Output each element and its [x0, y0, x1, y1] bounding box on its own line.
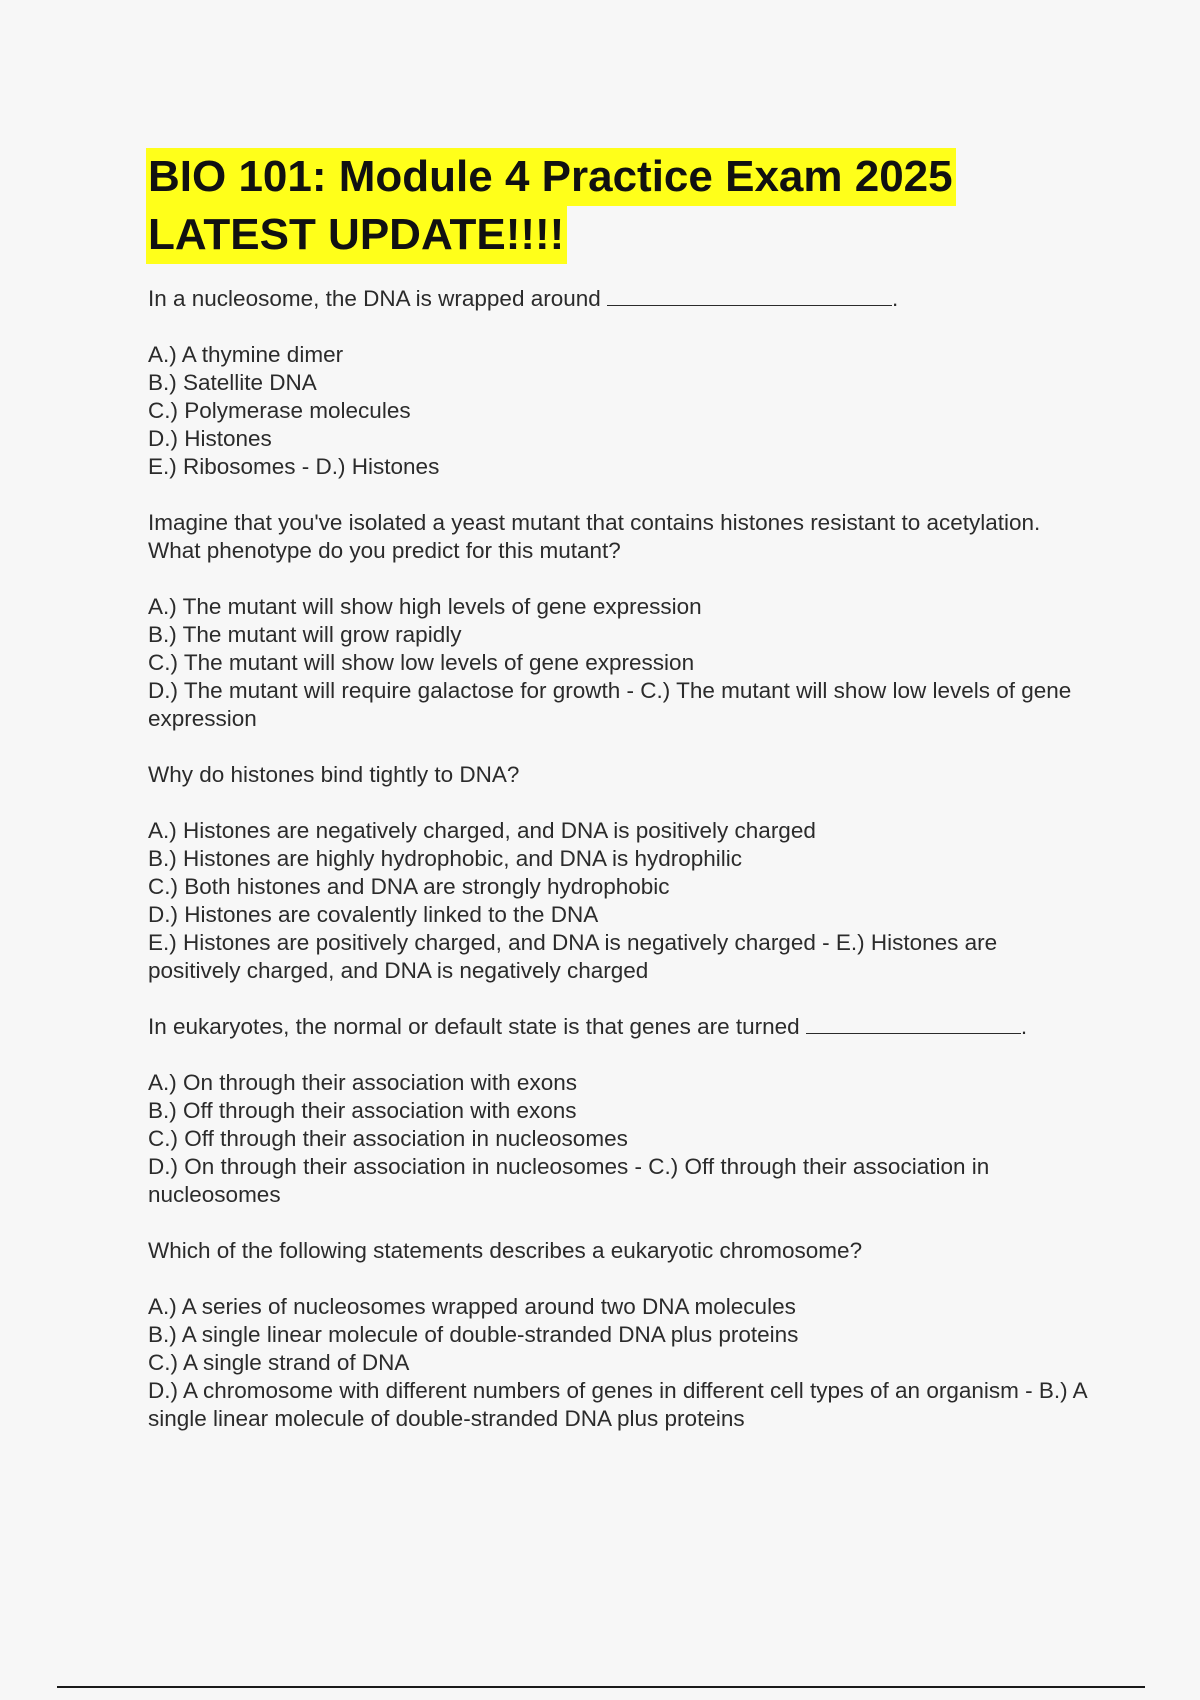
option-item: A.) A thymine dimer — [148, 342, 344, 367]
option-item: B.) The mutant will grow rapidly — [148, 622, 462, 647]
question-period: . — [1020, 1014, 1028, 1039]
answer-blank — [806, 1013, 1021, 1034]
option-item: D.) Histones — [148, 426, 272, 451]
option-item: C.) Both histones and DNA are strongly hydrophobic — [148, 874, 670, 899]
question-1-prompt — [148, 285, 1093, 313]
page-bottom-divider — [57, 1686, 1145, 1688]
question-4-options — [148, 1069, 1093, 1209]
option-item: B.) Histones are highly hydrophobic, and DNA is hydrophilic — [148, 846, 743, 871]
title-line-1: BIO 101: Module 4 Practice Exam 2025 — [146, 148, 956, 206]
question-4-prompt — [148, 1013, 1093, 1041]
answer-blank — [607, 285, 892, 306]
question-2-options — [148, 593, 1093, 733]
question-list — [148, 285, 1093, 1461]
question-3-prompt: Why do histones bind tightly to DNA? — [148, 762, 520, 787]
document-title — [146, 148, 1046, 264]
option-item: C.) Off through their association in nucleosomes — [148, 1126, 628, 1151]
option-item: C.) Polymerase molecules — [148, 398, 411, 423]
title-line-2: LATEST UPDATE!!!! — [146, 206, 567, 264]
option-item: C.) The mutant will show low levels of gene expression — [148, 650, 695, 675]
option-item: E.) Ribosomes - D.) Histones — [148, 454, 440, 479]
option-item: A.) A series of nucleosomes wrapped around two DNA molecules — [148, 1294, 796, 1319]
question-5-options — [148, 1293, 1093, 1433]
option-item: D.) A chromosome with different numbers of genes in different cell types of an organism - B.) A single linear molecule of double-stranded DNA plus proteins — [148, 1378, 1087, 1431]
option-item: C.) A single strand of DNA — [148, 1350, 410, 1375]
option-item: E.) Histones are positively charged, and DNA is negatively charged - E.) Histones are positively charged, and DNA is negatively charged — [148, 930, 998, 983]
option-item: D.) The mutant will require galactose for growth - C.) The mutant will show low levels of gene expression — [148, 678, 1072, 731]
question-5-prompt: Which of the following statements describes a eukaryotic chromosome? — [148, 1238, 863, 1263]
question-text: In a nucleosome, the DNA is wrapped around — [148, 286, 601, 311]
option-item: B.) Satellite DNA — [148, 370, 317, 395]
option-item: D.) On through their association in nucleosomes - C.) Off through their association in nucleosomes — [148, 1154, 990, 1207]
question-text: In eukaryotes, the normal or default state is that genes are turned — [148, 1014, 800, 1039]
option-item: A.) On through their association with exons — [148, 1070, 577, 1095]
option-item: A.) The mutant will show high levels of gene expression — [148, 594, 702, 619]
question-2-prompt: Imagine that you've isolated a yeast mutant that contains histones resistant to acetylation. What phenotype do you predict for this mutant? — [148, 510, 1041, 563]
option-item: B.) A single linear molecule of double-stranded DNA plus proteins — [148, 1322, 799, 1347]
question-period: . — [892, 286, 899, 311]
option-item: D.) Histones are covalently linked to the DNA — [148, 902, 599, 927]
question-3-options — [148, 817, 1093, 985]
question-1-options — [148, 341, 1093, 481]
option-item: B.) Off through their association with exons — [148, 1098, 577, 1123]
option-item: A.) Histones are negatively charged, and DNA is positively charged — [148, 818, 816, 843]
